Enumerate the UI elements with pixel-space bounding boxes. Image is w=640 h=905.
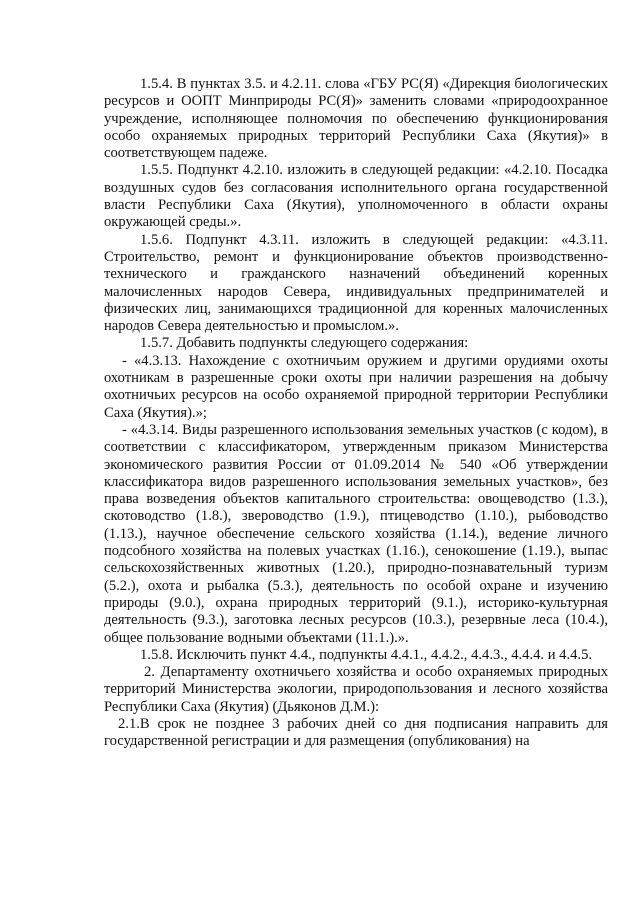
paragraph-2-1: 2.1.В срок не позднее 3 рабочих дней со дня подписания направить для государственной регистрации и для размещения (опубликования) на [104, 715, 608, 750]
paragraph-1-5-8: 1.5.8. Исключить пункт 4.4., подпункты 4.4.1., 4.4.2., 4.4.3., 4.4.4. и 4.4.5. [140, 646, 593, 663]
paragraph-1-5-7: 1.5.7. Добавить подпункты следующего содержания: [140, 335, 469, 352]
paragraph-1-5-5: 1.5.5. Подпункт 4.2.10. изложить в следующей редакции: «4.2.10. Посадка воздушных судов без согласования исполнительного органа государственной власти Республики Саха (Якутия), уполномоченного в области охраны окружающей среды.». [104, 162, 608, 231]
paragraph-2: 2. Департаменту охотничьего хозяйства и особо охраняемых природных территорий Министерства экологии, природопользования и лесного хозяйства Республики Саха (Якутия) (Дьяконов Д.М.): [104, 664, 608, 715]
paragraph-1-5-6: 1.5.6. Подпункт 4.3.11. изложить в следующей редакции: «4.3.11. Строительство, ремонт и функционирование объектов производственно-технического и гражданского назначений объединений коренных малочисленных народов Севера, индивидуальных предпринимателей и физических лиц, занимающихся традиционной для коренных малочисленных народов Севера деятельностью и промыслом.». [104, 231, 608, 335]
paragraph-item-4-3-14: - «4.3.14. Виды разрешенного использования земельных участков (с кодом), в соответствии с классификатором, утвержденным приказом Министерства экономического развития России от 01.09.2014 № 540 «Об утверждении классификатора видов разрешенного использования земельных участков», без права возведения объектов капитального строительства: овощеводство (1.3.), скотоводство (1.8.), звероводство (1.9.), птицеводство (1.10.), рыбоводство (1.13.), научное обеспечение сельского хозяйства (1.14.), ведение личного подсобного хозяйства на полевых участках (1.16.), сенокошение (1.19.), выпас сельскохозяйственных животных (1.20.), природно-познавательный туризм (5.2.), охота и рыбалка (5.3.), деятельность по особой охране и изучению природы (9.0.), охрана природных территорий (9.1.), историко-культурная деятельность (9.3.), заготовка лесных ресурсов (10.3.), резервные леса (10.4.), общее пользование водными объектами (11.1.).». [104, 421, 608, 646]
document-page [104, 76, 608, 751]
paragraph-1-5-4: 1.5.4. В пунктах 3.5. и 4.2.11. слова «ГБУ РС(Я) «Дирекция биологических ресурсов и ООПТ Минприроды РС(Я)» заменить словами «природоохранное учреждение, исполняющее полномочия по обеспечению функционирования особо охраняемых природных территорий Республики Саха (Якутия)» в соответствующем падеже. [104, 76, 608, 162]
paragraph-item-4-3-13: - «4.3.13. Нахождение с охотничьим оружием и другими орудиями охоты охотникам в разрешенные сроки охоты при наличии разрешения на добычу охотничьих ресурсов на особо охраняемой природной территории Республики Саха (Якутия).»; [104, 352, 608, 421]
